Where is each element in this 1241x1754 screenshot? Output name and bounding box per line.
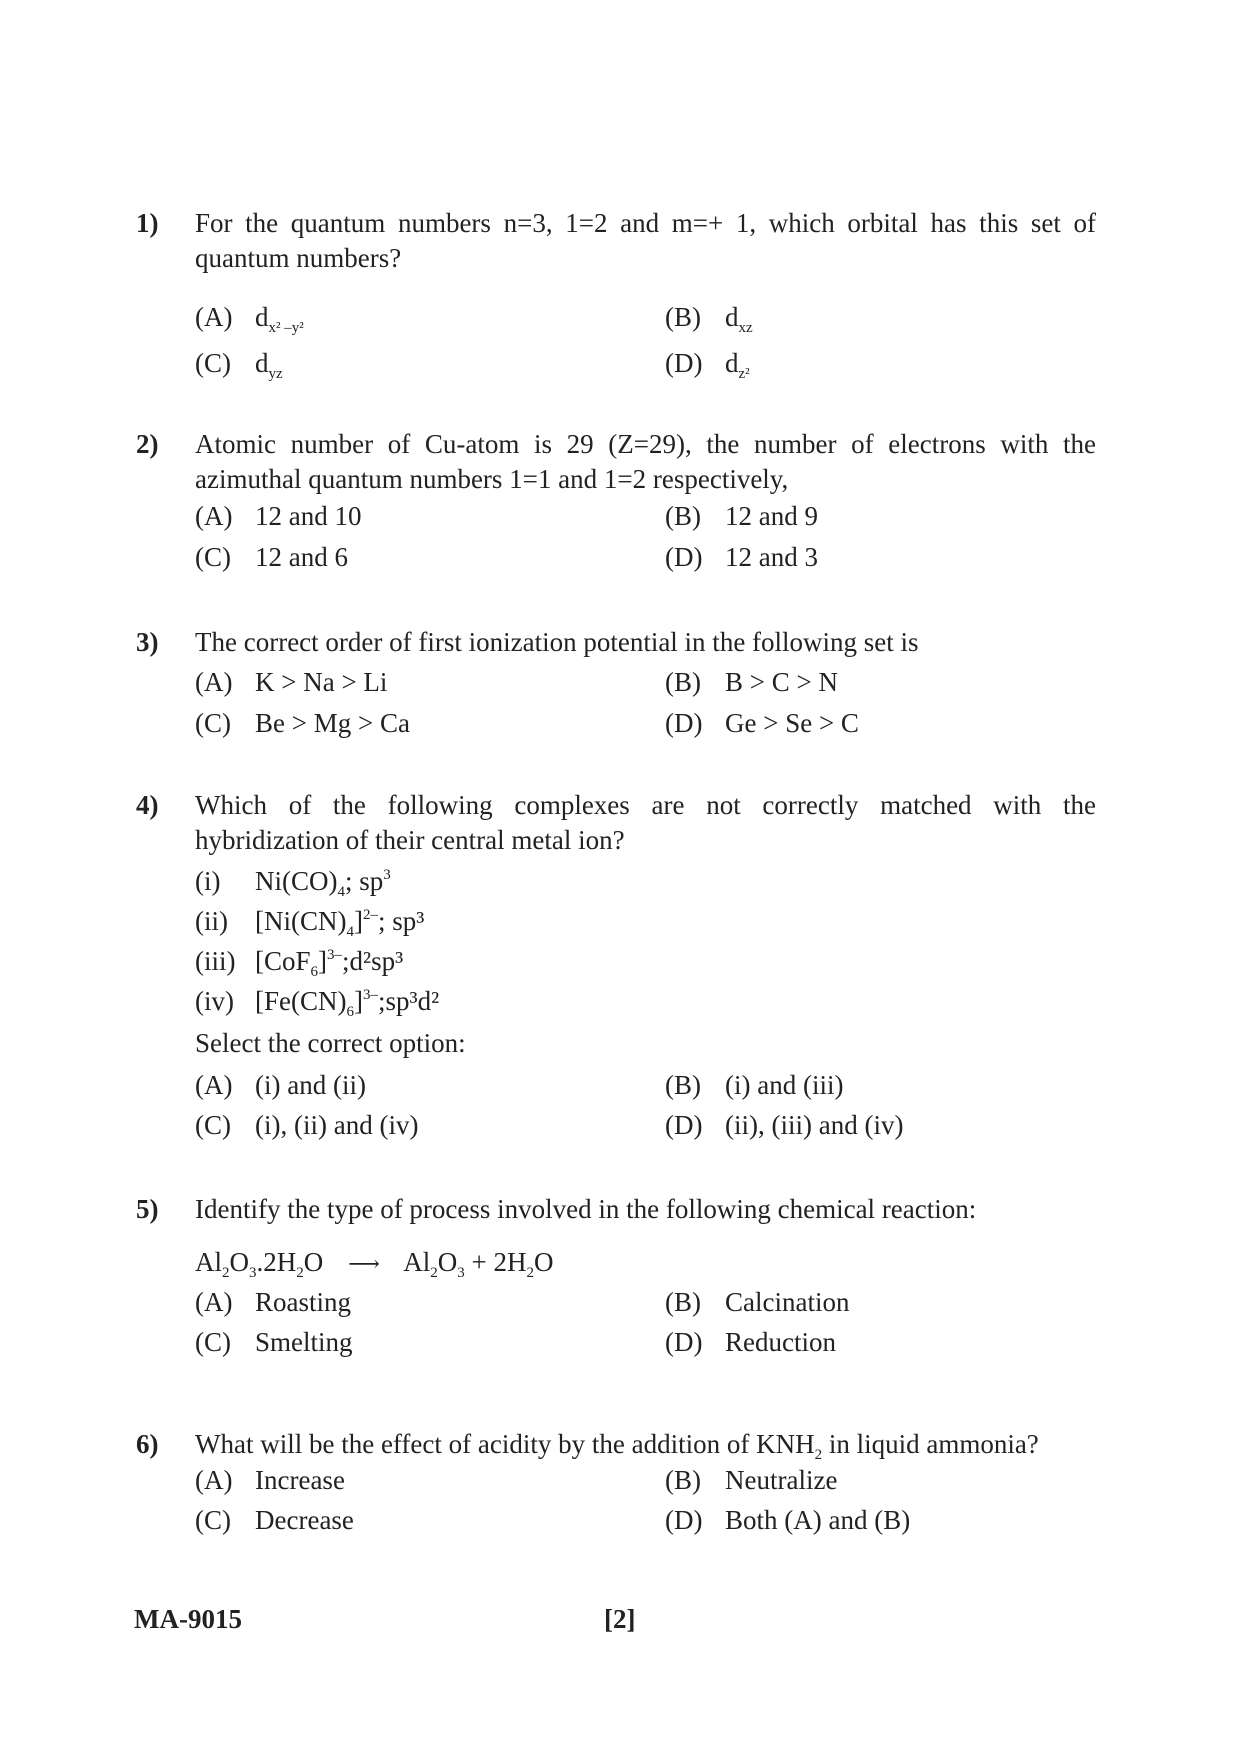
question-text: For the quantum numbers n=3, 1=2 and m=+ 1, which orbital has this set of quantum numbers? <box>195 208 1096 273</box>
option-a: (A) 12 and 10 <box>195 501 362 531</box>
question-text: Atomic number of Cu-atom is 29 (Z=29), the number of electrons with the azimuthal quantum numbers 1=1 and 1=2 respectively, <box>195 429 1096 494</box>
question-text: Which of the following complexes are not correctly matched with the hybridization of their central metal ion? <box>195 790 1096 855</box>
option-b: (B) $d_{xz}$ <box>665 302 753 336</box>
option-a: (A) Roasting <box>195 1287 352 1317</box>
option-c: (C) 12 and 6 <box>195 542 348 572</box>
question-2 <box>136 427 1096 577</box>
question-text: The correct order of first ionization potential in the following set is <box>195 627 919 657</box>
item-iv: (iv) $[Fe(CN)_6]^{3-};sp^3d^2$ <box>195 986 440 1020</box>
select-prompt: Select the correct option: <box>195 1028 466 1058</box>
item-ii: (ii) $[Ni(CN)_4]^{2-}$; sp³ <box>195 906 425 940</box>
option-a: (A) (i) and (ii) <box>195 1070 366 1100</box>
option-c: (C) $d_{yz}$ <box>195 348 283 382</box>
question-number: 1) <box>136 208 159 238</box>
question-6 <box>136 1427 1096 1552</box>
option-b: (B) Calcination <box>665 1287 850 1317</box>
options <box>195 660 1096 740</box>
option-b: (B) B > C > N <box>665 667 838 697</box>
option-a: (A) K > Na > Li <box>195 667 388 697</box>
option-d: (D) Reduction <box>665 1327 836 1357</box>
reaction-arrow-icon: ⟶ <box>348 1251 380 1276</box>
question-number: 5) <box>136 1194 159 1224</box>
question-number: 4) <box>136 790 159 820</box>
option-c: (C) Be > Mg > Ca <box>195 708 410 738</box>
reaction-equation: $Al_2O_3.2H_2O$ ⟶ $Al_2O_3 + 2H_2O$ <box>195 1247 554 1281</box>
paper-code: MA-9015 <box>134 1604 242 1634</box>
options <box>195 276 1096 382</box>
option-c: (C) (i), (ii) and (iv) <box>195 1110 419 1140</box>
question-number: 2) <box>136 429 159 459</box>
options <box>195 497 1096 577</box>
question-4 <box>136 788 1096 1168</box>
option-b: (B) Neutralize <box>665 1465 838 1495</box>
page-number: [2] <box>604 1604 636 1634</box>
item-i: (i) $Ni(CO)_4$; $sp^3$ <box>195 866 391 900</box>
question-text: What will be the effect of acidity by the addition of $KNH_2$ in liquid ammonia? <box>195 1429 1039 1463</box>
option-d: (D) (ii), (iii) and (iv) <box>665 1110 904 1140</box>
question-3 <box>136 625 1096 740</box>
option-b: (B) (i) and (iii) <box>665 1070 844 1100</box>
question-1 <box>136 206 1096 382</box>
option-a: (A) Increase <box>195 1465 345 1495</box>
option-b: (B) 12 and 9 <box>665 501 818 531</box>
item-iii: (iii) $[CoF_6]^{3-};d^2sp^3$ <box>195 946 404 980</box>
option-d: (D) 12 and 3 <box>665 542 818 572</box>
option-a: (A) $d_{x^2 -y^2}$ <box>195 302 304 336</box>
question-5 <box>136 1192 1096 1377</box>
question-number: 6) <box>136 1429 159 1459</box>
option-d: (D) $d_{z^2}$ <box>665 348 750 382</box>
option-c: (C) Smelting <box>195 1327 353 1357</box>
option-c: (C) Decrease <box>195 1505 354 1535</box>
option-d: (D) Ge > Se > C <box>665 708 859 738</box>
question-text: Identify the type of process involved in the following chemical reaction: <box>195 1194 977 1224</box>
option-d: (D) Both (A) and (B) <box>665 1505 911 1535</box>
question-number: 3) <box>136 627 159 657</box>
